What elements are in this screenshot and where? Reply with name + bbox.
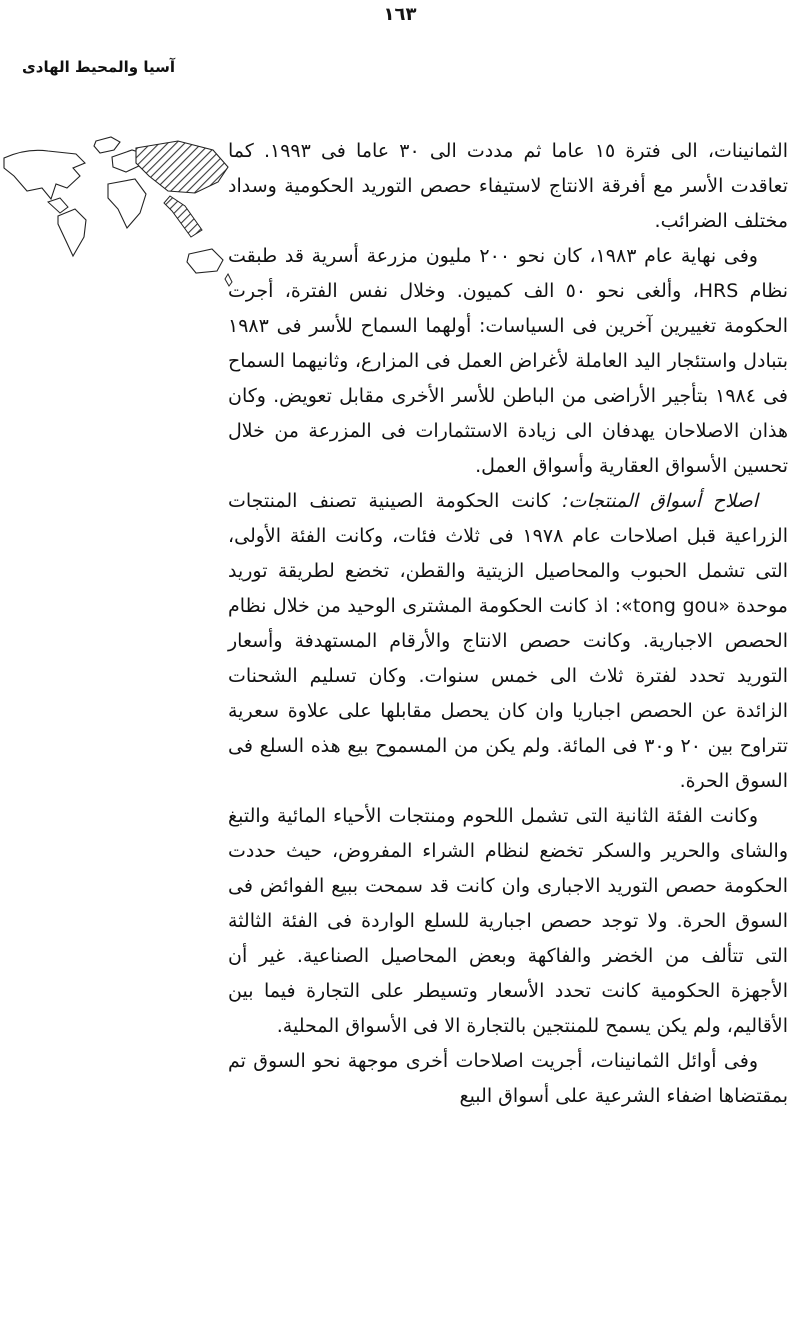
page-number: ١٦٣ <box>383 4 417 25</box>
paragraph-3-text: كانت الحكومة الصينية تصنف المنتجات الزراعية قبل اصلاحات عام ١٩٧٨ فى ثلاث فئات، وكانت الفئة الأولى، التى تشمل الحبوب والمحاصيل الزيتية والقطن، تخضع لطريقة توريد موحدة «tong gou»: اذ كانت الحكومة المشترى الوحيد من خلال نظام الحصص الاجبارية. وكانت حصص الانتاج والأرقام المستهدفة وأسعار التوريد تحدد لفترة ثلاث الى خمس سنوات. وكان تسليم الشحنات الزائدة عن الحصص اجباريا وان كان يحصل مقابلها على علاوة سعرية تتراوح بين ٢٠ و٣٠ فى المائة. ولم يكن من المسموح بيع هذه السلع فى السوق الحرة. <box>228 490 788 792</box>
paragraph-4: وكانت الفئة الثانية التى تشمل اللحوم ومنتجات الأحياء المائية والتبغ والشاى والحرير والسكر تخضع لنظام الشراء المفروض، حيث حددت الحكومة حصص التوريد الاجبارى وان كانت قد سمحت ببيع الفوائض فى السوق الحرة. ولا توجد حصص اجبارية للسلع الواردة فى الفئة الثالثة التى تتألف من الخضر والفاكهة وبعض المحاصيل الصناعية. غير أن الأجهزة الحكومية كانت تحدد الأسعار وتسيطر على التجارة فيما بين الأقاليم، ولم يكن يسمح للمنتجين بالتجارة الا فى الأسواق المحلية. <box>228 805 788 1037</box>
world-map-graphic <box>0 132 238 297</box>
paragraph-3-lead: اصلاح أسواق المنتجات: <box>562 490 758 512</box>
paragraph-5: وفى أوائل الثمانينات، أجريت اصلاحات أخرى موجهة نحو السوق تم بمقتضاها اضفاء الشرعية على أسواق البيع <box>228 1050 788 1107</box>
paragraph-3 <box>228 484 788 799</box>
paragraph-1: الثمانينات، الى فترة ١٥ عاما ثم مددت الى ٣٠ عاما فى ١٩٩٣. كما تعاقدت الأسر مع أفرقة الانتاج لاستيفاء حصص التوريد الحكومية وسداد مختلف الضرائب. <box>228 140 788 232</box>
world-map-icon <box>0 132 238 297</box>
paragraph-2: وفى نهاية عام ١٩٨٣، كان نحو ٢٠٠ مليون مزرعة أسرية قد طبقت نظام HRS، وألغى نحو ٥٠ الف كميون. وخلال نفس الفترة، أجرت الحكومة تغييرين آخرين فى السياسات: أولهما السماح للأسر فى ١٩٨٣ بتبادل واستئجار اليد العاملة لأغراض العمل فى المزارع، وثانيهما السماح فى ١٩٨٤ بتأجير الأراضى من الباطن للأسر الأخرى مقابل تعويض. وكان هذان الاصلاحان يهدفان الى زيادة الاستثمارات فى المزرعة من خلال تحسين الأسواق العقارية وأسواق العمل. <box>228 245 789 477</box>
section-label: آسيا والمحيط الهادى <box>22 58 175 76</box>
body-text <box>228 134 788 1114</box>
